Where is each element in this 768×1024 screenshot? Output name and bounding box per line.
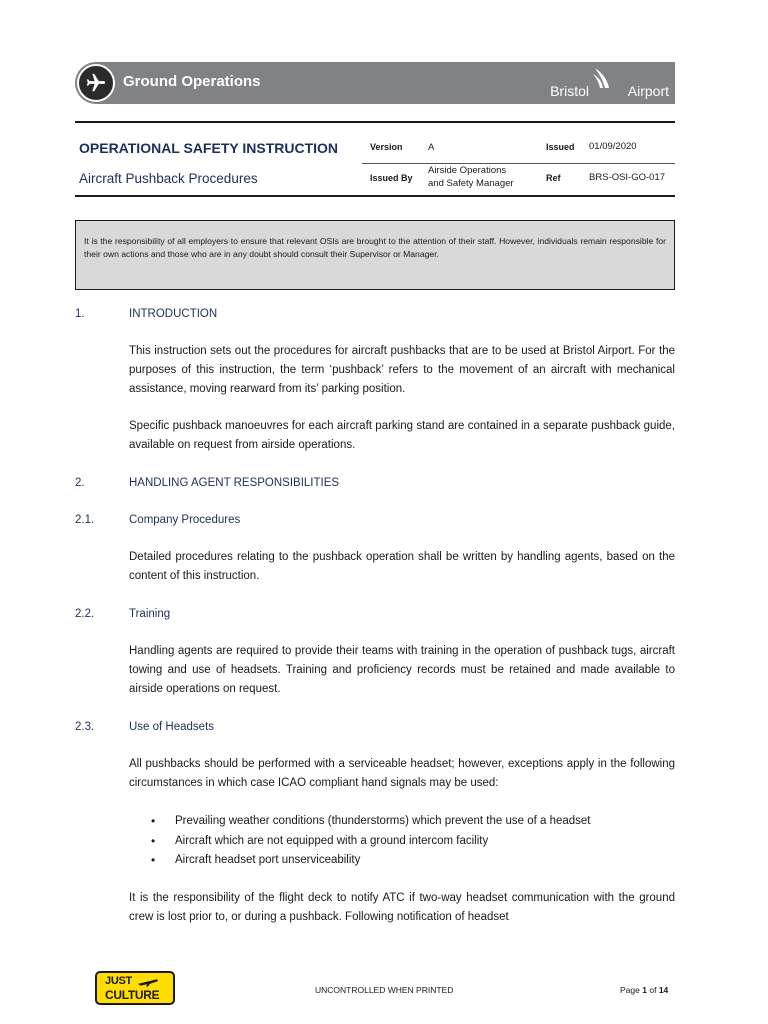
paragraph: Handling agents are required to provide their teams with training in the operation of pushback tugs, aircraft towing and use of headsets. Training and proficiency records must be retained and made available to airside operations on request. <box>129 645 675 695</box>
airplane-icon <box>137 976 159 988</box>
version-value: A <box>428 142 435 153</box>
section-title: Use of Headsets <box>129 721 215 733</box>
section-title: INTRODUCTION <box>129 308 218 320</box>
airplane-icon <box>77 64 115 102</box>
section-title: Training <box>129 608 171 620</box>
logo-line: JUST <box>105 975 132 987</box>
issued-by-line1: Airside Operations <box>428 165 507 176</box>
ref-value: BRS-OSI-GO-017 <box>589 172 666 183</box>
issued-value: 01/09/2020 <box>589 141 637 152</box>
uncontrolled-notice: UNCONTROLLED WHEN PRINTED <box>315 985 454 995</box>
page-of: of <box>649 985 657 995</box>
section-number: 2.1. <box>75 514 95 526</box>
version-label: Version <box>370 142 403 152</box>
wing-icon <box>591 66 613 92</box>
section-number: 2.3. <box>75 721 95 733</box>
ref-label: Ref <box>546 173 561 183</box>
divider <box>75 195 675 197</box>
issued-by-label: Issued By <box>370 173 413 183</box>
page-number <box>620 985 668 995</box>
paragraph: All pushbacks should be performed with a serviceable headset; however, exceptions apply in the following circumstances in which case ICAO compliant hand signals may be used: <box>129 758 675 789</box>
section-title: Ground Operations <box>123 73 261 90</box>
brand-word-airport: Airport <box>627 83 669 99</box>
section-number: 2. <box>75 477 85 489</box>
page-total: 14 <box>658 985 669 995</box>
document-title: OPERATIONAL SAFETY INSTRUCTION <box>79 140 339 156</box>
list-item: • Aircraft headset port unserviceability <box>129 851 591 871</box>
section-number: 1. <box>75 308 85 320</box>
section-number: 2.2. <box>75 608 95 620</box>
brand-word-bristol: Bristol <box>550 83 589 99</box>
paragraph: Detailed procedures relating to the pushback operation shall be written by handling agents, based on the content of this instruction. <box>129 551 675 582</box>
logo-line: CULTURE <box>105 988 160 1002</box>
divider <box>362 163 675 164</box>
title-block <box>75 121 675 197</box>
list-item: • Prevailing weather conditions (thunderstorms) which prevent the use of a headset <box>129 812 591 832</box>
divider <box>75 121 675 123</box>
page-label: Page <box>620 985 640 995</box>
just-culture-logo <box>95 971 175 1005</box>
paragraph: This instruction sets out the procedures for aircraft pushbacks that are to be used at Bristol Airport. For the purposes of this instruction, the term ‘pushback’ refers to the movement of an aircraft with mechanical assistance, moving rearward from its’ parking position. <box>129 345 675 395</box>
section-title: Company Procedures <box>129 514 241 526</box>
list-item: • Aircraft which are not equipped with a ground intercom facility <box>129 832 591 852</box>
section-title: HANDLING AGENT RESPONSIBILITIES <box>129 477 340 489</box>
document-subtitle: Aircraft Pushback Procedures <box>79 171 258 186</box>
issued-by-line2: and Safety Manager <box>428 178 514 189</box>
header-banner <box>75 62 675 104</box>
bullet-list <box>129 812 591 871</box>
paragraph: It is the responsibility of the flight deck to notify ATC if two-way headset communication with the ground crew is lost prior to, or during a pushback. Following notification of headset <box>129 892 675 923</box>
page-current: 1 <box>642 985 647 995</box>
paragraph: Specific pushback manoeuvres for each aircraft parking stand are contained in a separate pushback guide, available on request from airside operations. <box>129 420 675 451</box>
notice-box: It is the responsibility of all employers to ensure that relevant OSIs are brought to the attention of their staff. However, individuals remain responsible for their own actions and those who are in any doubt should consult their Supervisor or Manager. <box>75 220 675 290</box>
issued-label: Issued <box>546 142 575 152</box>
